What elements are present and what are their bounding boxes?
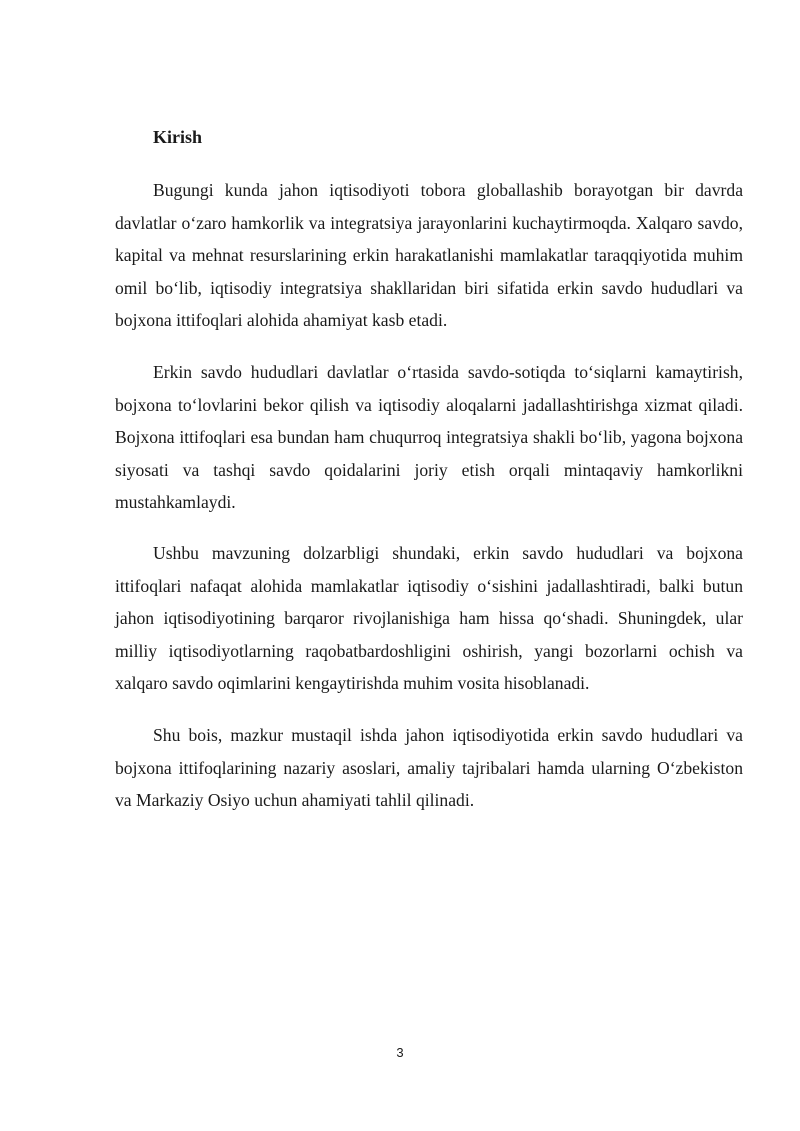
paragraph-free-trade-zones: Erkin savdo hududlari davlatlar o‘rtasida savdo-sotiqda to‘siqlarni kamaytirish, bojxona to‘lovlarini bekor qilish va iqtisodiy aloqalarni jadallashtirishga xizmat qiladi. Bojxona ittifoqlari esa bundan ham chuqurroq integratsiya shakli bo‘lib, yagona bojxona siyosati va tashqi savdo qoidalarini joriy etish orqali mintaqaviy hamkorlikni mustahkamlaydi.	[115, 362, 743, 512]
paragraph-relevance: Ushbu mavzuning dolzarbligi shundaki, erkin savdo hududlari va bojxona ittifoqlari nafaqat alohida mamlakatlar iqtisodiy o‘sishini jadallashtiradi, balki butun jahon iqtisodiyotining barqaror rivojlanishiga ham hissa qo‘shadi. Shuningdek, ular milliy iqtisodiyotlarning raqobatbardoshligini oshirish, yangi bozorlarni ochish va xalqaro savdo oqimlarini kengaytirishda muhim vosita hisoblanadi.	[115, 543, 743, 693]
paragraph-purpose: Shu bois, mazkur mustaqil ishda jahon iqtisodiyotida erkin savdo hududlari va bojxona ittifoqlarining nazariy asoslari, amaliy tajribalari hamda ularning O‘zbekiston va Markaziy Osiyo uchun ahamiyati tahlil qilinadi.	[115, 725, 743, 810]
page-number: 3	[396, 1045, 404, 1060]
section-heading: Kirish	[153, 127, 203, 147]
paragraph-intro: Bugungi kunda jahon iqtisodiyoti tobora globallashib borayotgan bir davrda davlatlar o‘zaro hamkorlik va integratsiya jarayonlarini kuchaytirmoqda. Xalqaro savdo, kapital va mehnat resurslarining erkin harakatlanishi mamlakatlar taraqqiyotida muhim omil bo‘lib, iqtisodiy integratsiya shakllaridan biri sifatida erkin savdo hududlari va bojxona ittifoqlari alohida ahamiyat kasb etadi.	[115, 180, 743, 330]
